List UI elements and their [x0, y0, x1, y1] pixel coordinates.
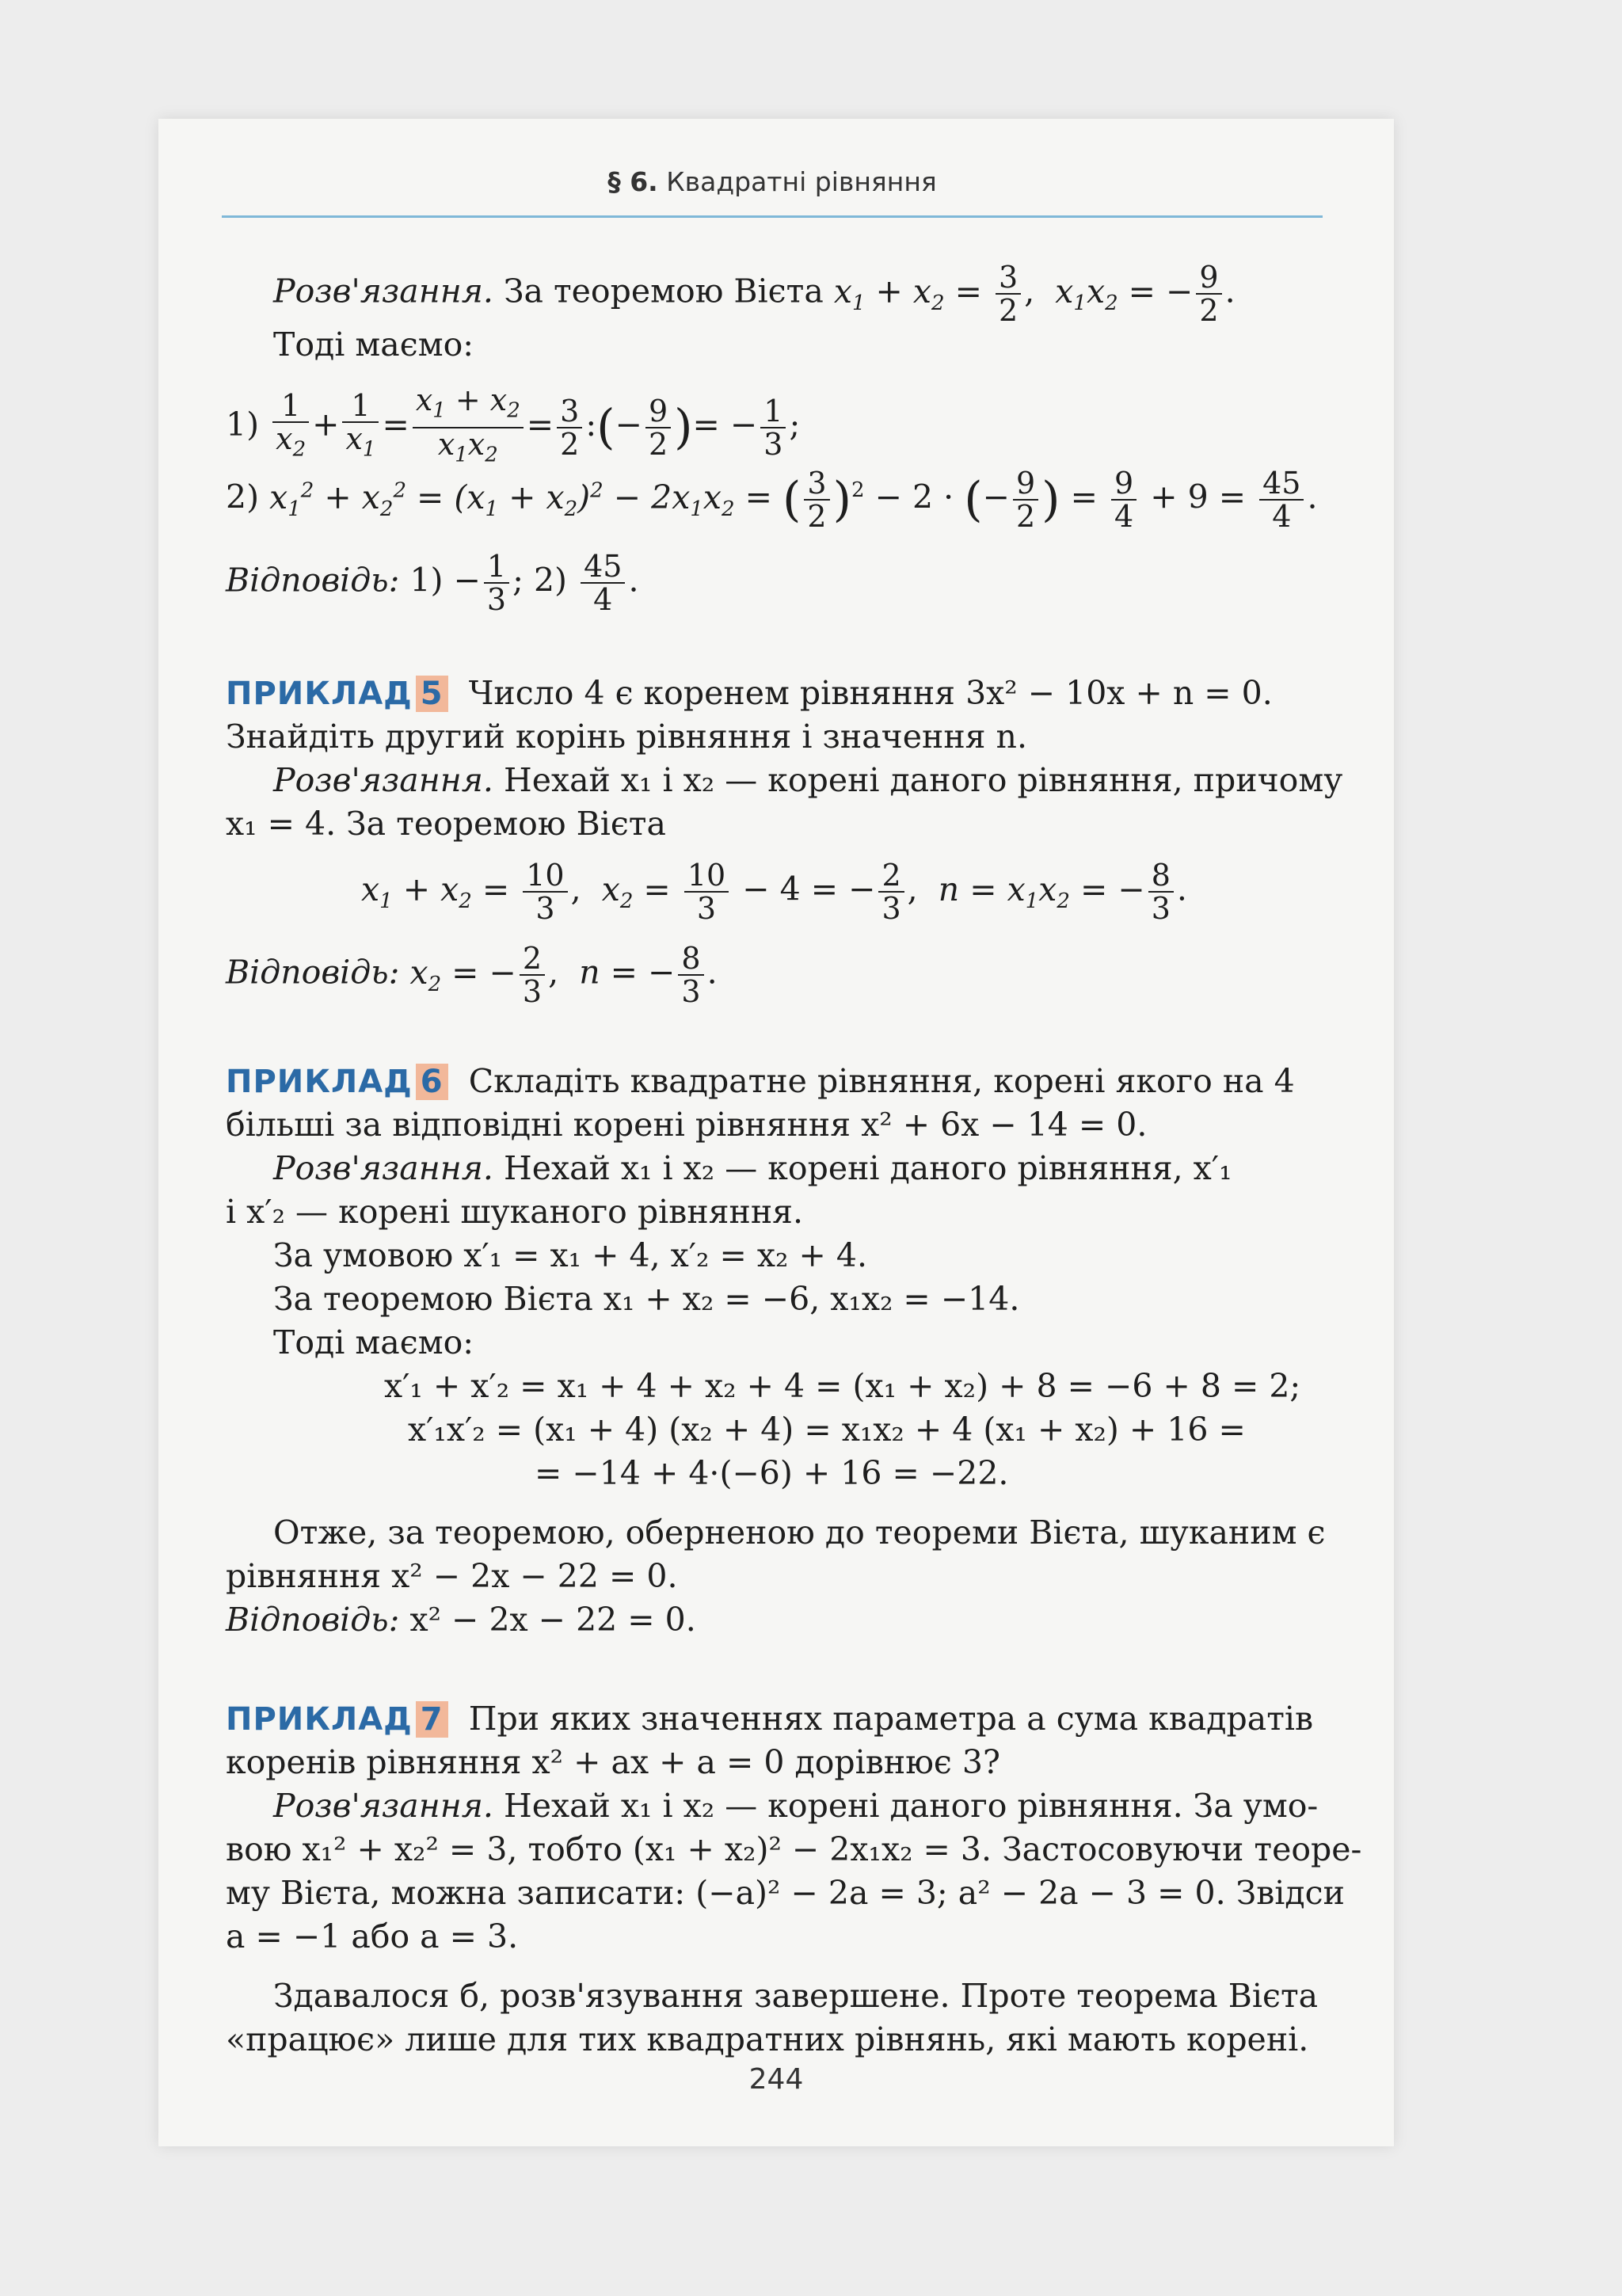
page-number: 244 — [748, 2063, 804, 2096]
example-7-solution-c: му Вієта, можна записати: (−a)² − 2a = 3; a² − 2a − 3 = 0. Звідси — [226, 1874, 1345, 1912]
textbook-page — [158, 119, 1394, 2146]
example-6-solution-b: і x′₂ — корені шуканого рівняння. — [226, 1193, 804, 1231]
answer-label: Відповідь: — [226, 1601, 400, 1639]
example-6-eq1: x′₁ + x′₂ = x₁ + 4 + x₂ + 4 = (x₁ + x₂) + 8 = −6 + 8 = 2; — [384, 1367, 1301, 1405]
example-5-label: ПРИКЛАД 5 — [226, 676, 448, 712]
example-6-sol-text: Нехай x₁ і x₂ — корені даного рівняння, x′₁ — [503, 1149, 1232, 1187]
example-5-text-a: Число 4 є коренем рівняння 3x² − 10x + n = 0. — [468, 674, 1273, 712]
then-we-have-1: Тоді маємо: — [273, 326, 474, 364]
example-7-text-b: коренів рівняння x² + ax + a = 0 дорівнює 3? — [226, 1743, 1000, 1781]
answer-line-1: Відповідь: 1) − $\frac{1}{3}$ ; 2) $\frac{45}{4}$ . — [226, 549, 639, 617]
formula-1: 1) $\frac{1}{x_2}$ + $\frac{1}{x_1}$ = $\frac{x_1 + x_2}{x_1x_2}$ = $\frac{3}{2}$ :(− $\frac{9}{2}$ )= − $\frac{1}{3}$ ; — [226, 383, 801, 467]
example-6-conclusion-a: Отже, за теоремою, оберненою до теореми Вієта, шуканим є — [273, 1514, 1326, 1552]
answer-label: Відповідь: — [226, 953, 400, 992]
page-content — [226, 119, 1362, 2146]
example-7-text-a: При яких значеннях параметра a сума квадратів — [468, 1700, 1314, 1738]
example-6-eq2: x′₁x′₂ = (x₁ + 4) (x₂ + 4) = x₁x₂ + 4 (x₁ + x₂) + 16 = — [408, 1411, 1246, 1449]
section-number: § 6. — [607, 166, 658, 197]
example-6-vieta: За теоремою Вієта x₁ + x₂ = −6, x₁x₂ = −14. — [273, 1280, 1020, 1318]
example-5-formula: $x_1 + x_2$ = $\frac{10}{3}$ , $x_2$ = $\frac{10}{3}$ − 4 = − $\frac{2}{3}$ , $n = x_1x_2$ = − $\frac{8}{3}$ . — [361, 858, 1187, 926]
example-7-end-a: Здавалося б, розв'язування завершене. Проте теорема Вієта — [273, 1977, 1319, 2015]
example-6-answer — [226, 1600, 1323, 1639]
example-7-label: ПРИКЛАД 7 — [226, 1701, 448, 1738]
example-6-text-b: більші за відповідні корені рівняння x² + 6x − 14 = 0. — [226, 1106, 1148, 1144]
example-6-answer-text: x² − 2x − 22 = 0. — [409, 1601, 696, 1639]
vieta-intro: За теоремою Вієта — [503, 272, 824, 310]
example-6-text-a: Складіть квадратне рівняння, корені якого на 4 — [468, 1062, 1295, 1100]
solution-label: Розв'язання. — [273, 1149, 493, 1187]
solution-vieta-line: Розв'язання. За теоремою Вієта $x_1 + x_2$ = $\frac{3}{2}$ , $x_1x_2$ = − $\frac{9}{2}$ . — [273, 260, 1236, 328]
example-6-label: ПРИКЛАД 6 — [226, 1064, 448, 1100]
example-6-eq3: = −14 + 4·(−6) + 16 = −22. — [535, 1454, 1009, 1492]
example-6-title — [226, 1061, 1323, 1102]
example-6-condition: За умовою x′₁ = x₁ + 4, x′₂ = x₂ + 4. — [273, 1236, 868, 1274]
formula-2: 2) $x_1^2 + x_2^2 = (x_1 + x_2)^2 - 2x_1x_2$ = ( $\frac{3}{2}$ )$^2$ − 2 · (− $\frac{9}{2}$ ) = $\frac{9}{4}$ + 9 = $\frac{45}{4}$ . — [226, 466, 1318, 534]
example-7-solution-b: вою x₁² + x₂² = 3, тобто (x₁ + x₂)² − 2x₁x₂ = 3. Застосовуючи теоре- — [226, 1830, 1362, 1868]
example-6-solution-a — [226, 1148, 1323, 1188]
example-5-solution-b: x₁ = 4. За теоремою Вієта — [226, 805, 666, 843]
example-7-solution-d: a = −1 або a = 3. — [226, 1917, 519, 1955]
example-7-sol-text: Нехай x₁ і x₂ — корені даного рівняння. За умо- — [503, 1787, 1319, 1825]
solution-label: Розв'язання. — [273, 272, 493, 310]
example-7-end-b: «працює» лише для тих квадратних рівнянь, які мають корені. — [226, 2020, 1309, 2058]
answer-label: Відповідь: — [226, 561, 400, 600]
example-5-answer: Відповідь: $x_2$ = − $\frac{2}{3}$ , n = − $\frac{8}{3}$ . — [226, 941, 718, 1009]
example-7-title — [226, 1699, 1323, 1739]
example-5-solution-a — [226, 760, 1343, 800]
solution-label: Розв'язання. — [273, 1787, 493, 1825]
solution-label: Розв'язання. — [273, 761, 493, 799]
example-5-title — [226, 673, 1323, 714]
example-5-text-b: Знайдіть другий корінь рівняння і значення n. — [226, 718, 1027, 756]
section-title: Квадратні рівняння — [666, 166, 937, 197]
example-6-conclusion-b: рівняння x² − 2x − 22 = 0. — [226, 1557, 678, 1595]
example-7-solution-a — [226, 1786, 1323, 1826]
then-we-have-2: Тоді маємо: — [273, 1323, 474, 1361]
example-5-sol-text: Нехай x₁ і x₂ — корені даного рівняння, причому — [503, 761, 1343, 799]
